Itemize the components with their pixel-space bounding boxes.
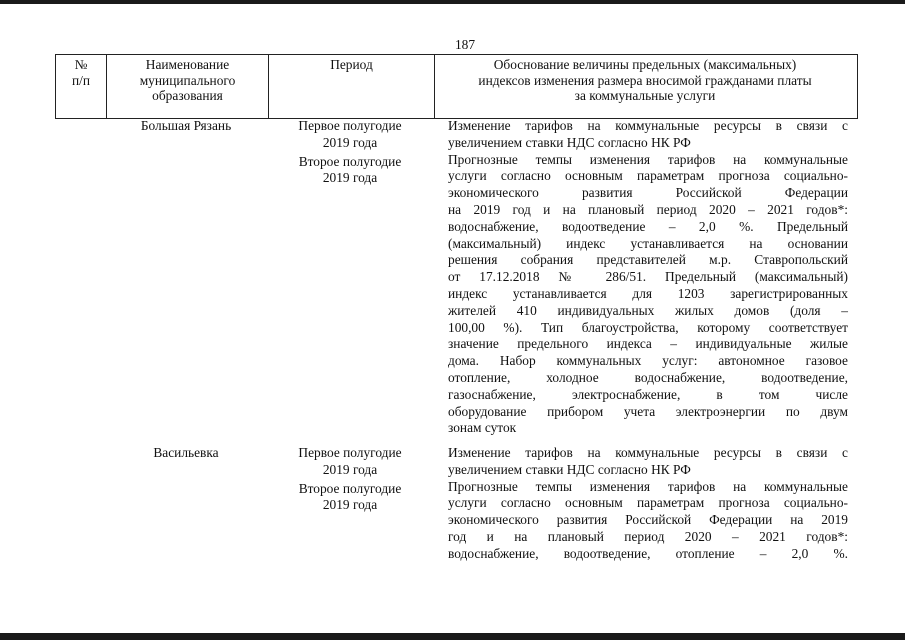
header-period: Период <box>268 55 434 118</box>
header-num: № п/п <box>71 57 91 88</box>
bottom-border <box>0 633 905 640</box>
basis-cell: Изменение тарифов на коммунальные ресурсы в связи с увеличением ставки НДС согласно НК РФ Прогнозные темпы изменения тарифов на коммунальные услуги согласно основным параметрам прогноза социально- экономического развития Российской Федерации на 2019 год и на плановый период 2020 – 2021 годов*: водоснабжение, водоотведение, отопление – 2,0 %. <box>448 445 848 561</box>
period-cell: Первое полугодие 2019 года Второе полугодие 2019 года <box>298 445 402 513</box>
basis-cell: Изменение тарифов на коммунальные ресурсы в связи с увеличением ставки НДС согласно НК РФ Прогнозные темпы изменения тарифов на коммунальные услуги согласно основным параметрам прогноза социально- экономического развития Российской Федерации на 2019 год и на плановый период 2020 – 2021 годов*: водоснабжение, водоотведение – 2,0 %. Предельный (максимальный) индекс устанавливается на основании решения собрания представителей м.р. Ставропольский от 17.12.2018 № 286/51. Предельный (максимальный) индекс устанавливается для 1203 зарегистрированных жителей 410 индивидуальных жилых домов (доля – 100,00 %). Тип благоустройства, которому соответствует значение предельного индекса – индивидуальные жилые дома. Набор коммунальных услуг: автономное газовое отопление, холодное водоснабжение, водоотведение, газоснабжение, электроснабжение, в том числе оборудование прибором учета электроэнергии по двум зонам суток <box>448 118 848 436</box>
header-basis: Обоснование величины предельных (максимальных) индексов изменения размера вносимой гражданами платы за коммунальные услуги <box>434 55 855 118</box>
table-header <box>55 54 858 119</box>
top-border <box>0 0 905 4</box>
period-cell: Первое полугодие 2019 года Второе полугодие 2019 года <box>298 118 402 186</box>
header-name: Наименование муниципального образования <box>106 55 268 118</box>
municipality-name: Большая Рязань <box>140 118 232 133</box>
page-number: 187 <box>454 37 476 52</box>
municipality-name: Васильевка <box>153 445 219 460</box>
